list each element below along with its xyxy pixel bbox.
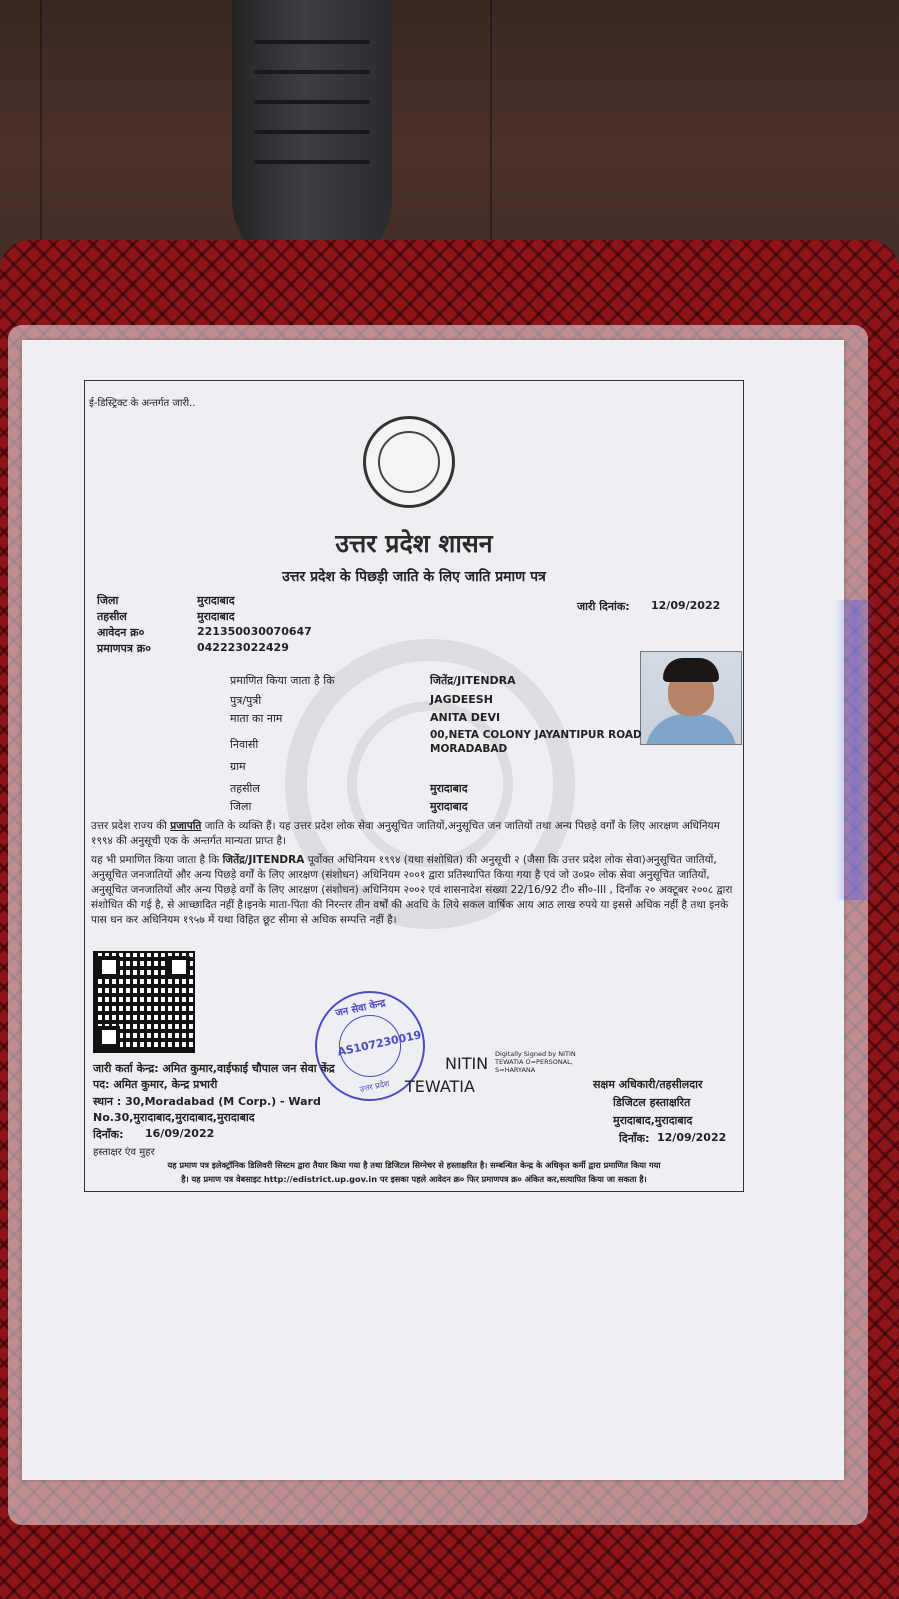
officer-date-label: दिनाँक: [619,1132,650,1145]
edistrict-note: ई-डिस्ट्रिक्ट के अन्तर्गत जारी.. [89,398,196,409]
para2-name: जितेंद्र/JITENDRA [222,854,305,866]
applicant-photo [640,651,742,745]
footer-note-2: है। यह प्रमाण पत्र वेबसाइट http://edistrict.up.gov.in पर इसका पहले आवेदन क्र० फिर प्रमाणपत्र क्र० अंकित कर,सत्यापित किया जा सकता है। [181,1174,647,1184]
digital-sign-line: S=HARYANA [495,1066,536,1074]
issuer-location: स्थान : 30,Moradabad (M Corp.) - Ward [93,1095,321,1108]
meta-label: आवेदन क्र० [97,626,145,639]
meta-value: मुरादाबाद [197,610,235,623]
shoe-lace [254,70,370,74]
seal-id: AS107230019 [336,1028,423,1059]
detail-label: पुत्र/पुत्री [230,694,262,707]
officer-title: सक्षम अधिकारी/तहसीलदार [593,1078,703,1091]
address-line-2: MORADABAD [430,743,508,755]
tehsil-value: मुरादाबाद [430,782,468,795]
detail-label: ग्राम [230,760,246,773]
district-value: मुरादाबाद [430,800,468,813]
shoe-lace [254,160,370,164]
meta-label: जिला [97,594,119,607]
issuer-ward: No.30,मुरादाबाद,मुरादाबाद,मुरादाबाद [93,1111,255,1124]
meta-value: मुरादाबाद [197,594,235,607]
certificate-frame [84,380,744,1192]
signer-last-name: TEWATIA [405,1077,475,1096]
qr-finder [98,956,120,978]
father-name: JAGDEESH [430,693,493,706]
shoe-lace [254,40,370,44]
para2-start: यह भी प्रमाणित किया जाता है कि [91,854,223,866]
signature-seal-label: हस्ताक्षर एंव मुहर [93,1147,155,1158]
photo-hair [663,658,719,682]
shoe-lace [254,130,370,134]
qr-finder [168,956,190,978]
address-line-1: 00,NETA COLONY JAYANTIPUR ROAD [430,729,642,741]
certificate-number: 042223022429 [197,641,289,654]
shoe [232,0,392,270]
income-paragraph [91,853,736,928]
qr-finder [98,1026,120,1048]
mother-name: ANITA DEVI [430,711,501,724]
up-government-emblem [363,416,455,508]
document-title: उत्तर प्रदेश शासन [335,529,493,558]
document-subtitle: उत्तर प्रदेश के पिछड़ी जाति के लिए जाति प्रमाण पत्र [282,569,546,585]
shoe-lace [254,100,370,104]
digital-sign-line: TEWATIA O=PERSONAL, [495,1058,573,1066]
para2-rest: पूर्वोक्त अधिनियम १९९४ (यथा संशोधित) की अनुसूची २ (जैसा कि उत्तर प्रदेश लोक सेवा)अनुसूचित जातियों, अनुसूचित जनजातियों और अन्य पिछड़े वर्गों के लिए आरक्षण (संशोधन) अधिनियम २००१ द्वारा प्रतिस्थापित किया गया है एवं जो उ०प्र० लोक सेवा अनुसूचित जातियों, अनुसूचित जनजातियों और अन्य पिछड़े वर्गों के लिए आरक्षण (संशोधन) अधिनियम २००२ एवं शासनादेश संख्या 22/16/92 टी० सी०-III , दिनाँक २० अक्टूबर २००८ द्वारा संशोधित की गई है, से आच्छादित नहीं है।इनके माता-पिता की निरन्तर तीन वर्षों की अवधि के लिये सकल वार्षिक आय आठ लाख रुपये या इससे अधिक नहीं है तथा इनके पास धन कर अधिनियम १९५७ में यथा विहित छूट सीमा से अधिक सम्पत्ति नहीं है। [91,854,733,926]
emblem-inner-ring [378,431,440,493]
seal-bottom-text: उत्तर प्रदेश [358,1078,391,1094]
applicant-name: जितेंद्र/JITENDRA [430,674,516,687]
detail-label: जिला [230,800,252,813]
officer-date: 12/09/2022 [657,1131,727,1144]
meta-label: तहसील [97,610,127,623]
detail-label: प्रमाणित किया जाता है कि [230,674,335,687]
certificate-page [22,340,844,1480]
issuer-post: पद: अमित कुमार, केन्द्र प्रभारी [93,1078,218,1091]
detail-label: माता का नाम [230,712,283,725]
application-number: 221350030070647 [197,625,312,638]
issue-date: 12/09/2022 [651,599,721,612]
issuer-center: जारी कर्ता केन्द्र: अमित कुमार,वाईफाई चौपाल जन सेवा केंद्र [93,1062,335,1075]
issue-date-label: जारी दिनांक: [577,600,630,613]
detail-label: निवासी [230,738,259,751]
para1-start: उत्तर प्रदेश राज्य की [91,820,171,832]
para1-rest: जाति के व्यक्ति हैं। यह उत्तर प्रदेश लोक सेवा अनुसूचित जातियों,अनुसूचित जन जातियों तथा अन्य पिछड़े वर्गों के लिए आरक्षण अधिनियम १९९४ की अनुसूची एक के अन्तर्गत मान्यता प्राप्त है। [91,820,720,847]
signer-first-name: NITIN [445,1054,489,1073]
footer-note-1: यह प्रमाण पत्र इलेक्ट्रॉनिक डिलिवरी सिस्टम द्वारा तैयार किया गया है तथा डिजिटल सिग्नेचर से हस्ताक्षरित है। सम्बन्धित केन्द्र के अधिकृत कर्मी द्वारा प्रमाणित किया गया [167,1160,661,1170]
officer-digital-signed: डिजिटल हस्ताक्षरित [613,1096,691,1109]
seal-top-text: जन सेवा केन्द्र [334,997,387,1020]
caste-name: प्रजापति [170,820,202,832]
digital-sign-line: Digitally Signed by NITIN [495,1050,576,1058]
issuer-date-label: दिनाँक: [93,1128,124,1141]
light-glare [835,600,875,900]
detail-label: तहसील [230,782,260,795]
photo-shirt [645,714,737,745]
officer-location: मुरादाबाद,मुरादाबाद [613,1114,693,1127]
meta-label: प्रमाणपत्र क्र० [97,642,151,655]
issuer-date: 16/09/2022 [145,1127,215,1140]
caste-paragraph [91,819,736,849]
qr-code [93,951,195,1053]
